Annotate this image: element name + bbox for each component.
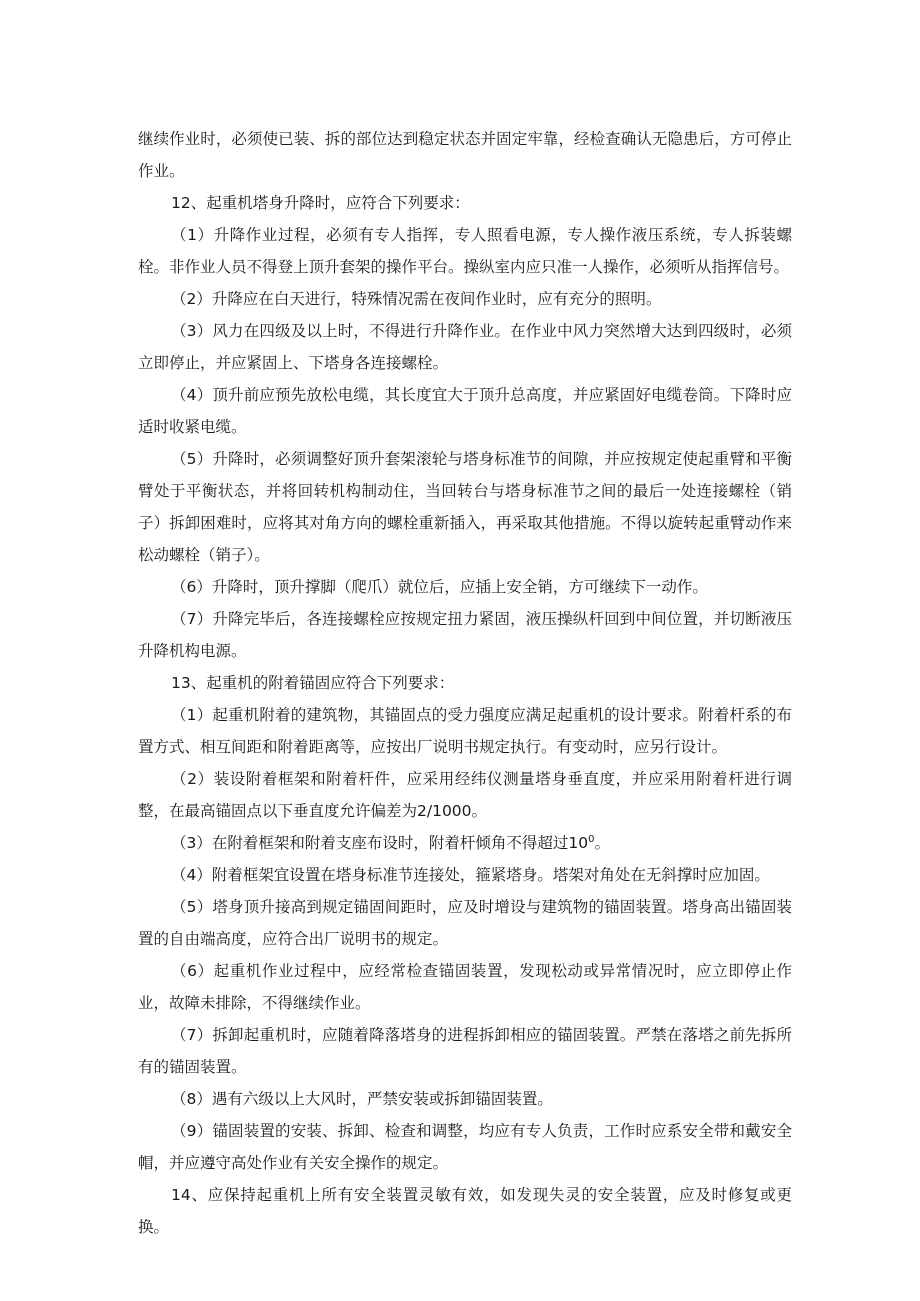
section-heading-12: 12、起重机塔身升降时，应符合下列要求：: [171, 194, 470, 212]
list-item-13-2: （2）装设附着框架和附着杆件，应采用经纬仪测量塔身垂直度，并应采用附着杆进行调整，在最高锚固点以下垂直度允许偏差为2/1000。: [138, 770, 792, 820]
list-item-13-3-text: （3）在附着框架和附着支座布设时，附着杆倾角不得超过10: [171, 834, 589, 852]
list-item-13-8: （8）遇有六级以上大风时，严禁安装或拆卸锚固装置。: [171, 1090, 553, 1108]
list-item-13-5: （5）塔身顶升接高到规定锚固间距时，应及时增设与建筑物的锚固装置。塔身高出锚固装置的自由端高度，应符合出厂说明书的规定。: [138, 898, 792, 948]
document-body: [138, 123, 792, 1243]
list-item-12-7: （7）升降完毕后，各连接螺栓应按规定扭力紧固，液压操纵杆回到中间位置，并切断液压升降机构电源。: [138, 610, 792, 660]
list-item-12-6: （6）升降时，顶升撑脚（爬爪）就位后，应插上安全销，方可继续下一动作。: [171, 578, 708, 596]
list-item-13-4: （4）附着框架宜设置在塔身标准节连接处，箍紧塔身。塔架对角处在无斜撑时应加固。: [171, 866, 770, 884]
list-item-13-3: [138, 827, 792, 859]
section-heading-14: 14、应保持起重机上所有安全装置灵敏有效，如发现失灵的安全装置，应及时修复或更换。: [138, 1186, 792, 1236]
list-item-13-9: （9）锚固装置的安装、拆卸、检查和调整，均应有专人负责，工作时应系安全带和戴安全帽，并应遵守高处作业有关安全操作的规定。: [138, 1122, 792, 1172]
degree-superscript: 0: [588, 834, 595, 845]
list-item-13-6: （6）起重机作业过程中，应经常检查锚固装置，发现松动或异常情况时，应立即停止作业，故障未排除，不得继续作业。: [138, 962, 792, 1012]
section-heading-13: 13、起重机的附着锚固应符合下列要求：: [171, 674, 455, 692]
list-item-12-1: （1）升降作业过程，必须有专人指挥，专人照看电源，专人操作液压系统，专人拆装螺栓。非作业人员不得登上顶升套架的操作平台。操纵室内应只准一人操作，必须听从指挥信号。: [138, 226, 792, 276]
list-item-13-1: （1）起重机附着的建筑物，其锚固点的受力强度应满足起重机的设计要求。附着杆系的布置方式、相互间距和附着距离等，应按出厂说明书规定执行。有变动时，应另行设计。: [138, 706, 792, 756]
list-item-12-2: （2）升降应在白天进行，特殊情况需在夜间作业时，应有充分的照明。: [171, 290, 662, 308]
list-item-13-7: （7）拆卸起重机时，应随着降落塔身的进程拆卸相应的锚固装置。严禁在落塔之前先拆所有的锚固装置。: [138, 1026, 792, 1076]
list-item-12-3: （3）风力在四级及以上时，不得进行升降作业。在作业中风力突然增大达到四级时，必须立即停止，并应紧固上、下塔身各连接螺栓。: [138, 322, 792, 372]
paragraph-continuation: 继续作业时，必须使已装、拆的部位达到稳定状态并固定牢靠，经检查确认无隐患后，方可停止作业。: [138, 130, 792, 180]
list-item-12-4: （4）顶升前应预先放松电缆，其长度宜大于顶升总高度，并应紧固好电缆卷筒。下降时应适时收紧电缆。: [138, 386, 792, 436]
list-item-13-3-tail: 。: [594, 834, 610, 852]
list-item-12-5: （5）升降时，必须调整好顶升套架滚轮与塔身标准节的间隙，并应按规定使起重臂和平衡臂处于平衡状态，并将回转机构制动住，当回转台与塔身标准节之间的最后一处连接螺栓（销子）拆卸困难时，应将其对角方向的螺栓重新插入，再采取其他措施。不得以旋转起重臂动作来松动螺栓（销子）。: [138, 450, 792, 564]
